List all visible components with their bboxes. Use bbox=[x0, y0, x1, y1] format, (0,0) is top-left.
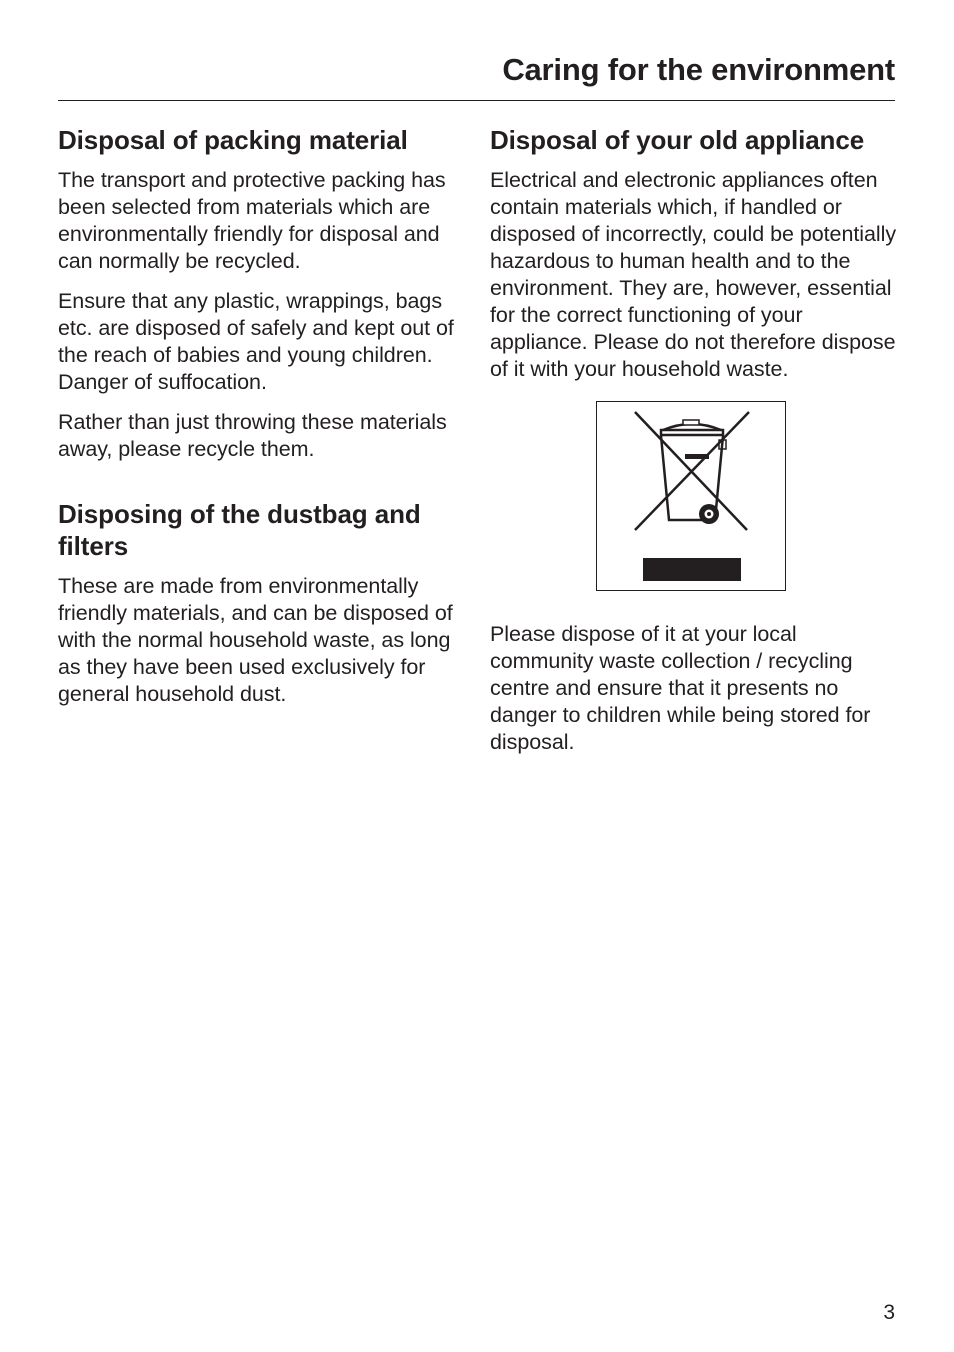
dustbag-filters-section bbox=[58, 498, 468, 708]
section-spacer bbox=[58, 476, 468, 498]
weee-symbol-frame bbox=[596, 401, 786, 591]
packing-material-section bbox=[58, 124, 468, 463]
old-appliance-section bbox=[490, 124, 898, 756]
crossed-out-wheelie-bin-icon bbox=[597, 402, 787, 592]
left-column bbox=[58, 124, 468, 721]
page-number: 3 bbox=[883, 1301, 895, 1324]
title-divider bbox=[58, 100, 895, 101]
old-appliance-paragraph-2: Please dispose of it at your local community waste collection / recycling centre and ensure that it presents no danger to children while being stored for disposal. bbox=[490, 622, 871, 754]
old-appliance-paragraph-1: Electrical and electronic appliances often contain materials which, if handled or disposed of incorrectly, could be potentially hazardous to human health and to the environment. They are, however, essential for the correct functioning of your appliance. Please do not therefore dispose of it with your household waste. bbox=[490, 168, 897, 381]
packing-material-paragraph-2: Ensure that any plastic, wrappings, bags etc. are disposed of safely and kept out of the reach of babies and young children. Danger of suffocation. bbox=[58, 289, 454, 394]
packing-material-paragraph-3: Rather than just throwing these materials away, please recycle them. bbox=[58, 410, 447, 461]
packing-material-heading: Disposal of packing material bbox=[58, 125, 408, 155]
right-column bbox=[490, 124, 898, 769]
page-title: Caring for the environment bbox=[502, 52, 895, 87]
packing-material-paragraph-1: The transport and protective packing has been selected from materials which are environmentally friendly for disposal and can normally be recycled. bbox=[58, 168, 446, 273]
dustbag-filters-paragraph: These are made from environmentally friendly materials, and can be disposed of with the normal household waste, as long as they have been used exclusively for general household dust. bbox=[58, 574, 453, 706]
old-appliance-heading: Disposal of your old appliance bbox=[490, 125, 865, 155]
dustbag-filters-heading: Disposing of the dustbag and filters bbox=[58, 499, 421, 561]
